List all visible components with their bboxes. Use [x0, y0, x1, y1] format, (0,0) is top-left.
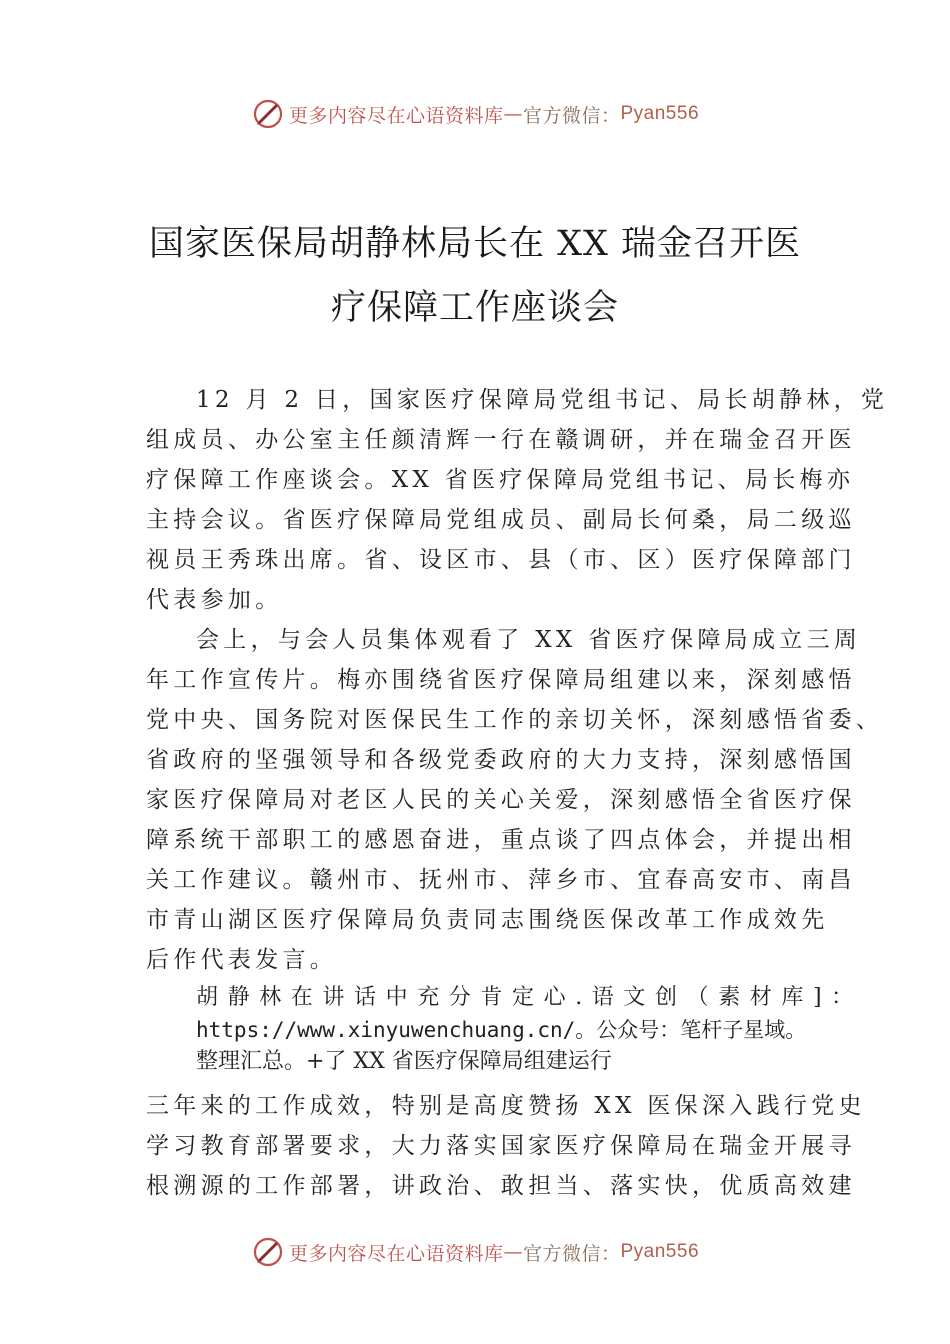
paragraph-1-line: 疗保障工作座谈会。XX 省医疗保障局党组书记、局长梅亦 [146, 467, 855, 493]
paragraph-2-line: 障系统干部职工的感恩奋进，重点谈了四点体会，并提出相 [146, 827, 856, 853]
paragraph-1-line: 视员王秀珠出席。省、设区市、县（市、区）医疗保障部门 [146, 547, 856, 573]
banner-wechat-label: 官方微信： [522, 104, 621, 127]
banner-brand-text: 更多内容尽在心语资料库 [288, 104, 504, 127]
paragraph-1-line: 代表参加。 [146, 587, 283, 613]
banner-wechat-id: Pyan556 [620, 103, 700, 124]
paragraph-2-line: 党中央、国务院对医保民生工作的亲切关怀，深刻感悟省委、 [146, 707, 884, 733]
banner-wechat-id: Pyan556 [620, 1241, 700, 1262]
banner-dash: — [503, 103, 523, 125]
paragraph-2-line: 会上，与会人员集体观看了 XX 省医疗保障局成立三周 [196, 627, 862, 653]
paragraph-2-line: 关工作建议。赣州市、抚州市、萍乡市、宜春高安市、南昌 [146, 867, 856, 893]
spillover-line: 整理汇总。+了 XX 省医疗保障局组建运行 [196, 1049, 612, 1074]
paragraph-3-line: 学习教育部署要求，大力落实国家医疗保障局在瑞金开展寻 [146, 1133, 856, 1159]
paragraph-2-line: 年工作宣传片。梅亦围绕省医疗保障局组建以来，深刻感悟 [146, 667, 856, 693]
brush-logo-icon [251, 97, 285, 131]
paragraph-2-line: 市青山湖区医疗保障局负责同志围绕医保改革工作成效先 [146, 907, 829, 933]
paragraph-2-line: 家医疗保障局对老区人民的关心关爱，深刻感悟全省医疗保 [146, 787, 856, 813]
document-title-line-1: 国家医保局胡静林局长在 XX 瑞金召开医 [148, 224, 802, 264]
banner-brand-text: 更多内容尽在心语资料库 [288, 1242, 504, 1265]
paragraph-3-line: 三年来的工作成效，特别是高度赞扬 XX 医保深入践行党史 [146, 1093, 866, 1119]
paragraph-2-line: 省政府的坚强领导和各级党委政府的大力支持，深刻感悟国 [146, 747, 856, 773]
footer-banner [0, 1234, 950, 1270]
paragraph-2-line: 后作代表发言。 [146, 947, 338, 973]
brush-logo-icon [251, 1235, 285, 1269]
spillover-url-line: https://www.xinyuwenchuang.cn/。公众号：笔杆子星域。 [196, 1018, 807, 1042]
document-title-line-2: 疗保障工作座谈会 [330, 288, 619, 328]
banner-wechat-label: 官方微信： [522, 1242, 621, 1265]
banner-dash: — [503, 1241, 523, 1263]
paragraph-3-line: 根溯源的工作部署，讲政治、敢担当、落实快，优质高效建 [146, 1173, 856, 1199]
paragraph-1-line: 主持会议。省医疗保障局党组成员、副局长何桑，局二级巡 [146, 507, 856, 533]
spillover-line: 胡静林在讲话中充分肯定心.语文创（素材库]： [196, 985, 863, 1010]
header-banner [0, 96, 950, 132]
paragraph-1-line: 组成员、办公室主任颜清辉一行在赣调研，并在瑞金召开医 [146, 427, 856, 453]
paragraph-1-line: 12 月 2 日，国家医疗保障局党组书记、局长胡静林，党 [196, 387, 889, 413]
